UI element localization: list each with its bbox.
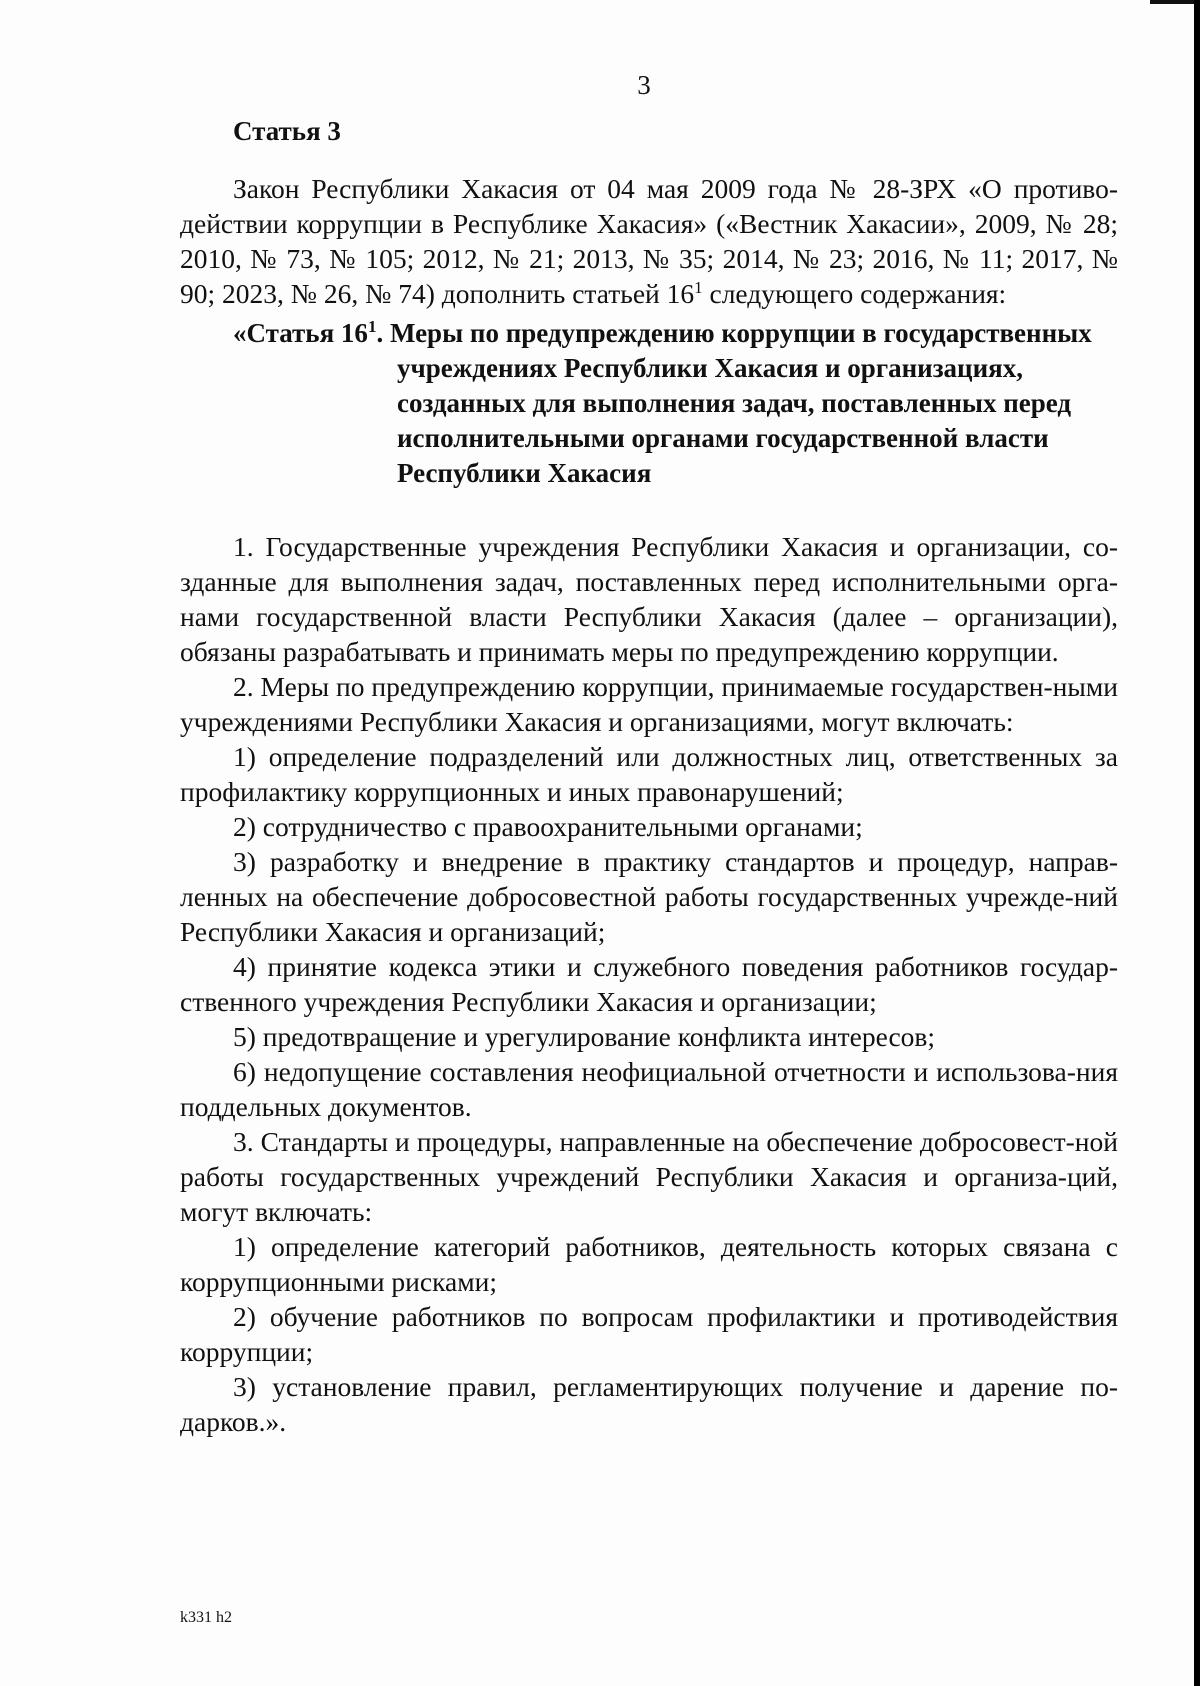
- new-article-superscript: 1: [367, 317, 377, 336]
- paragraph-3: 3. Стандарты и процедуры, направленные на обеспечение добросовест-ной работы государственных учреждений Республики Хакасия и организа-ций, могут включать:: [180, 1126, 1118, 1227]
- new-article-suffix: . Меры по предупреждению коррупции в государственных: [376, 318, 1092, 348]
- list-item-3-3: 3) установление правил, регламентирующих получение и дарение по-дарков.».: [180, 1371, 1118, 1437]
- article-body: [180, 529, 1118, 1439]
- list-item-2-1: 1) определение подразделений или должностных лиц, ответственных за профилактику коррупционных и иных правонарушений;: [180, 741, 1118, 807]
- list-item-2-4: 4) принятие кодекса этики и служебного поведения работников государ-ственного учреждения Республики Хакасия и организации;: [180, 951, 1118, 1017]
- page-number: 3: [637, 70, 651, 100]
- list-item-3-2: 2) обучение работников по вопросам профилактики и противодействия коррупции;: [180, 1301, 1118, 1367]
- paragraph-2: 2. Меры по предупреждению коррупции, принимаемые государствен-ными учреждениями Республики Хакасия и организациями, могут включать:: [180, 671, 1118, 737]
- new-article-prefix: «Статья 16: [233, 318, 368, 348]
- scan-edge-right: [1194, 0, 1200, 1686]
- new-article-continuation: учреждениях Республики Хакасия и организациях, созданных для выполнения задач, поставленных перед исполнительными органами государственной власти Республики Хакасия: [397, 353, 1072, 488]
- article-heading: Статья 3: [233, 116, 341, 146]
- footer-code: k331 h2: [180, 1609, 232, 1626]
- intro-text-a: Закон Республики Хакасия от 04 мая 2009 года № 28-ЗРХ «О противо-действии коррупции в Республике Хакасия» («Вестник Хакасии», 2009, № 28; 2010, № 73, № 105; 2012, № 21; 2013, № 35; 2014, № 23; 2016, № 11; 2017, № 90; 2023, № 26, № 74) дополнить статьей 16: [180, 173, 1118, 309]
- list-item-3-1: 1) определение категорий работников, деятельность которых связана с коррупционными рисками;: [180, 1231, 1118, 1297]
- list-item-2-3: 3) разработку и внедрение в практику стандартов и процедур, направ-ленных на обеспечение добросовестной работы государственных учрежде-ний Республики Хакасия и организаций;: [180, 846, 1118, 947]
- scan-edge-top: [1150, 0, 1200, 4]
- list-item-2-5: 5) предотвращение и урегулирование конфликта интересов;: [233, 1021, 936, 1052]
- list-item-2-6: 6) недопущение составления неофициальной отчетности и использова-ния поддельных документов.: [180, 1056, 1118, 1122]
- new-article-title: [233, 316, 1133, 491]
- list-item-2-2: 2) сотрудничество с правоохранительными органами;: [233, 811, 863, 842]
- intro-text-b: следующего содержания:: [702, 278, 1007, 309]
- intro-superscript: 1: [694, 277, 703, 297]
- intro-paragraph: [180, 171, 1118, 311]
- paragraph-1: 1. Государственные учреждения Республики Хакасия и организации, со-зданные для выполнения задач, поставленных перед исполнительными орга-нами государственной власти Республики Хакасия (далее – организации), обязаны разрабатывать и принимать меры по предупреждению коррупции.: [180, 531, 1118, 667]
